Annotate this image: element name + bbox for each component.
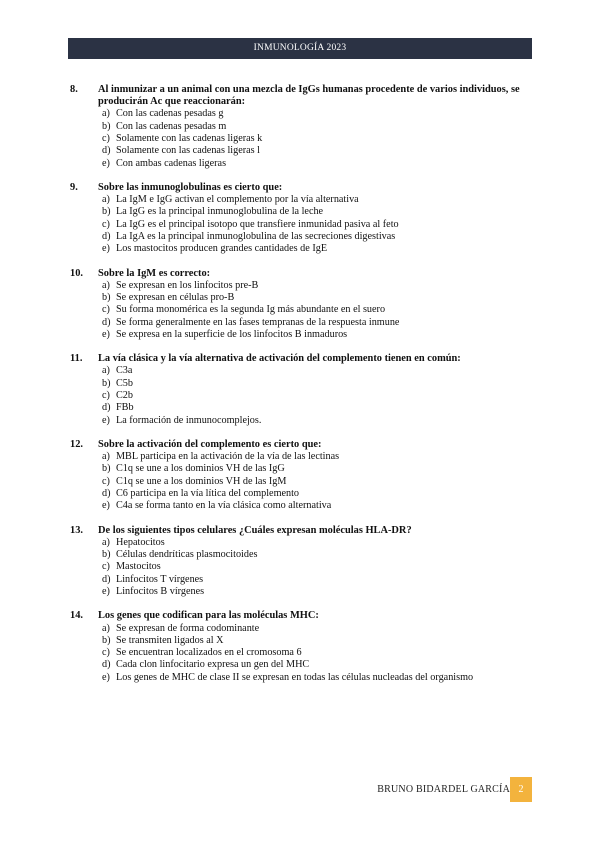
option-letter: a) [102,108,110,120]
option-letter: d) [102,659,111,671]
option-letter: d) [102,230,111,242]
option-text: Cada clon linfocitario expresa un gen del MHC [116,659,310,671]
option-text: La IgG es la principal inmunoglobulina de la leche [116,206,324,218]
option-text: La IgA es la principal inmunoglobulina de las secreciones digestivas [116,230,396,242]
option-item [70,623,540,635]
option-item [70,463,540,475]
question-heading [70,525,540,537]
option-letter: c) [102,390,110,402]
option-item [70,206,540,218]
question-number: 13. [70,524,83,536]
option-text: La formación de inmunocomplejos. [116,414,262,426]
option-item [70,549,540,561]
option-letter: b) [102,120,111,132]
option-item [70,231,540,243]
question-number: 8. [70,84,78,95]
question-heading [70,353,540,365]
option-item [70,378,540,390]
question-14 [70,610,540,684]
question-heading [70,182,540,194]
option-letter: e) [102,586,110,598]
question-number: 14. [70,610,83,622]
option-text: C1q se une a los dominios VH de las IgM [116,475,287,487]
option-letter: e) [102,500,110,512]
option-item [70,194,540,206]
option-text: Su forma monomérica es la segunda Ig más abundante en el suero [116,304,386,316]
option-text: La IgM e IgG activan el complemento por la vía alternativa [116,194,359,206]
option-text: Linfocitos T vírgenes [116,573,204,585]
option-text: La IgG es el principal isotopo que transfiere inmunidad pasiva al feto [116,218,399,230]
option-letter: b) [102,549,111,561]
page-number: 2 [510,777,532,802]
option-list [70,451,540,512]
option-letter: c) [102,133,110,144]
option-text: Solamente con las cadenas ligeras k [116,133,263,144]
option-list [70,194,540,255]
option-item [70,158,540,170]
option-list [70,108,540,169]
option-item [70,304,540,316]
option-letter: b) [102,292,111,304]
option-letter: a) [102,194,110,206]
option-letter: e) [102,243,110,255]
option-item [70,647,540,659]
option-letter: c) [102,647,110,659]
option-text: Se expresan de forma codominante [116,622,260,634]
option-text: Con las cadenas pesadas g [116,108,224,120]
question-text: La vía clásica y la vía alternativa de activación del complemento tienen en común: [98,353,461,365]
question-text: Al inmunizar a un animal con una mezcla de IgGs humanas procedente de varios individuos, se producirán Ac que reaccionarán: [98,84,520,108]
question-list [70,84,540,696]
option-text: C6 participa en la vía lítica del complemento [116,488,300,500]
option-text: Hepatocitos [116,536,165,548]
option-item [70,476,540,488]
option-text: Se expresan en células pro-B [116,292,235,304]
option-text: FBb [116,402,134,414]
option-letter: d) [102,488,111,500]
option-letter: a) [102,622,110,634]
question-8 [70,84,540,170]
question-11 [70,353,540,427]
option-letter: d) [102,573,111,585]
option-letter: a) [102,536,110,548]
option-item [70,451,540,463]
question-number: 9. [70,181,78,193]
option-list [70,537,540,598]
option-letter: e) [102,671,110,683]
option-letter: c) [102,561,110,573]
question-text: Sobre la IgM es correcto: [98,267,211,279]
option-item [70,365,540,377]
option-item [70,243,540,255]
option-item [70,500,540,512]
option-text: C1q se une a los dominios VH de las IgG [116,463,285,475]
option-letter: d) [102,316,111,328]
option-text: Con ambas cadenas ligeras [116,157,227,169]
option-item [70,121,540,133]
option-item [70,219,540,231]
option-letter: c) [102,218,110,230]
option-letter: e) [102,328,110,340]
question-heading [70,84,540,108]
option-item [70,108,540,120]
option-letter: c) [102,304,110,316]
option-item [70,415,540,427]
option-item [70,659,540,671]
question-heading [70,268,540,280]
option-letter: a) [102,451,110,463]
page-header [68,38,532,59]
option-text: MBL participa en la activación de la vía de las lectinas [116,451,340,463]
option-list [70,623,540,684]
option-text: C4a se forma tanto en la vía clásica como alternativa [116,500,332,512]
option-item [70,574,540,586]
question-10 [70,268,540,342]
question-heading [70,439,540,451]
question-13 [70,525,540,599]
option-text: C2b [116,390,133,402]
question-number: 12. [70,438,83,450]
option-item [70,280,540,292]
question-text: Sobre la activación del complemento es cierto que: [98,438,322,450]
question-9 [70,182,540,256]
option-text: C3a [116,365,133,377]
option-letter: b) [102,463,111,475]
option-item [70,317,540,329]
option-item [70,145,540,157]
option-text: C5b [116,377,133,389]
option-letter: c) [102,475,110,487]
option-item [70,561,540,573]
option-letter: a) [102,365,110,377]
option-text: Células dendríticas plasmocitoides [116,549,258,561]
question-12 [70,439,540,513]
option-text: Se forma generalmente en las fases tempranas de la respuesta inmune [116,316,400,328]
option-item [70,672,540,684]
question-text: De los siguientes tipos celulares ¿Cuáles expresan moléculas HLA-DR? [98,524,412,536]
option-item [70,133,540,145]
option-item [70,292,540,304]
option-letter: e) [102,157,110,169]
question-text: Sobre las inmunoglobulinas es cierto que: [98,181,283,193]
option-item [70,635,540,647]
option-text: Mastocitos [116,561,161,573]
option-text: Solamente con las cadenas ligeras l [116,145,260,157]
option-letter: d) [102,402,111,414]
question-text: Los genes que codifican para las moléculas MHC: [98,610,319,622]
option-letter: b) [102,634,111,646]
option-letter: d) [102,145,111,157]
option-list [70,365,540,426]
option-text: Se transmiten ligados al X [116,634,224,646]
option-text: Los mastocitos producen grandes cantidades de IgE [116,243,328,255]
option-item [70,402,540,414]
option-letter: b) [102,377,111,389]
option-text: Se expresan en los linfocitos pre-B [116,279,259,291]
option-item [70,329,540,341]
option-item [70,537,540,549]
option-text: Se expresa en la superficie de los linfocitos B inmaduros [116,328,348,340]
option-list [70,280,540,341]
option-text: Se encuentran localizados en el cromosoma 6 [116,647,302,659]
footer-author: BRUNO BIDARDEL GARCÍA [377,784,510,795]
option-text: Con las cadenas pesadas m [116,120,227,132]
option-text: Los genes de MHC de clase II se expresan en todas las células nucleadas del organismo [116,671,474,683]
question-number: 10. [70,267,83,279]
option-item [70,586,540,598]
option-letter: e) [102,414,110,426]
option-item [70,488,540,500]
question-number: 11. [70,353,83,365]
option-letter: a) [102,279,110,291]
question-heading [70,610,540,622]
option-item [70,390,540,402]
option-letter: b) [102,206,111,218]
option-text: Linfocitos B vírgenes [116,586,205,598]
header-title: INMUNOLOGÍA 2023 [253,43,347,53]
